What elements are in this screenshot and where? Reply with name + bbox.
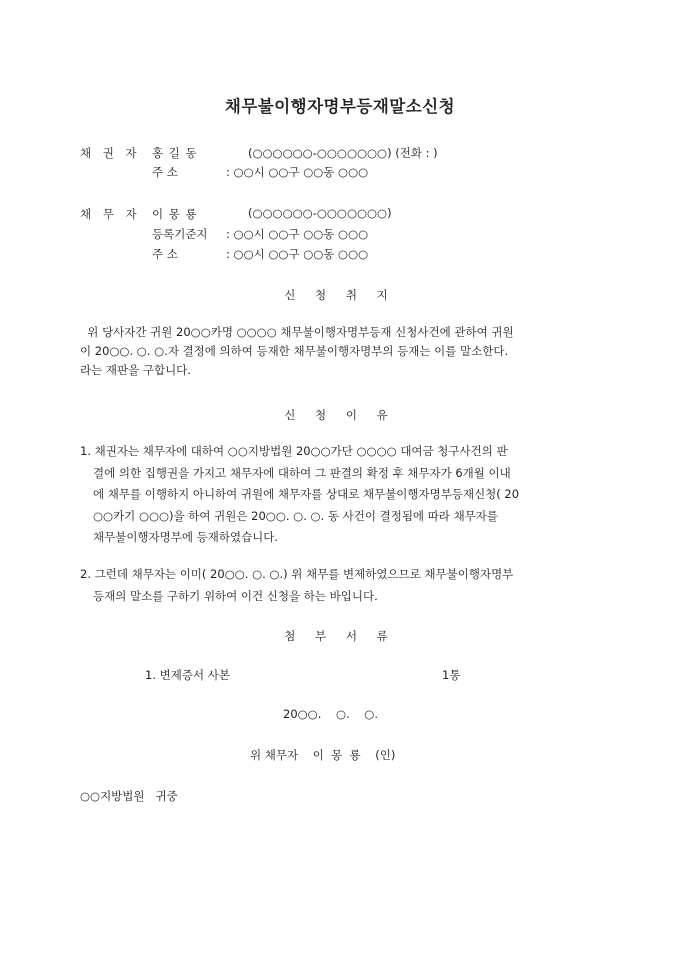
- reason-line: 2. 그런데 채무자는 이미( 20○○. ○. ○.) 위 채무를 변제하였으므로 채무불이행자명부: [80, 567, 514, 581]
- purpose-line: 위 당사자간 귀원 20○○카명 ○○○○ 채무불이행자명부등재 신청사건에 관하여 귀원: [80, 325, 514, 339]
- attachment-heading: 첨 부 서 류: [284, 629, 396, 643]
- reason-line: 결에 의한 집행권을 가지고 채무자에 대하여 그 판결의 확정 후 채무자가 6개월 이내: [93, 465, 511, 480]
- debtor-name: 이 몽 룡: [152, 207, 198, 221]
- debtor-registry: : ○○시 ○○구 ○○동 ○○○: [226, 227, 369, 241]
- creditor-label: 채 권 자: [80, 146, 141, 160]
- creditor-id-phone: (○○○○○○-○○○○○○○) (전화 : ): [248, 146, 438, 160]
- debtor-address: : ○○시 ○○구 ○○동 ○○○: [226, 247, 369, 261]
- reason-item-2: [80, 564, 602, 607]
- reason-line: ○○카기 ○○○)을 하여 귀원은 20○○. ○. ○. 동 사건이 결정됨에 따라 채무자를: [93, 508, 499, 523]
- debtor-signature: 위 채무자 이 몽 룡 (인): [250, 748, 396, 762]
- reason-line: 에 채무를 이행하지 아니하여 귀원에 채무자를 상대로 채무불이행자명부등재신청( 20: [93, 487, 520, 501]
- reason-item-1: [80, 441, 602, 549]
- debtor-id: (○○○○○○-○○○○○○○): [248, 206, 392, 220]
- creditor-address-label: 주 소: [152, 165, 178, 179]
- document-title: 채무불이행자명부등재말소신청: [224, 97, 456, 116]
- reason-line: 등재의 말소를 구하기 위하여 이건 신청을 하는 바입니다.: [93, 588, 378, 603]
- purpose-heading: 신 청 취 지: [284, 288, 396, 302]
- debtor-label: 채 무 자: [80, 207, 141, 221]
- court-addressee: ○○지방법원 귀중: [80, 789, 178, 803]
- purpose-line: 라는 재판을 구합니다.: [80, 363, 191, 377]
- reason-line: 1. 채권자는 채무자에 대하여 ○○지방법원 20○○가단 ○○○○ 대여금 청구사건의 판: [80, 444, 508, 458]
- filing-date: 20○○. ○. ○.: [283, 707, 378, 721]
- attachment-count: 1통: [442, 668, 461, 682]
- creditor-address: : ○○시 ○○구 ○○동 ○○○: [226, 165, 369, 179]
- creditor-name: 홍 길 동: [152, 146, 198, 160]
- attachment-name: 1. 변제증서 사본: [145, 668, 230, 682]
- reason-line: 채무불이행자명부에 등재하였습니다.: [93, 530, 279, 544]
- reason-heading: 신 청 이 유: [284, 408, 396, 422]
- purpose-paragraph: [80, 323, 602, 380]
- debtor-address-label: 주 소: [152, 247, 178, 261]
- debtor-registry-label: 등록기준지: [152, 227, 208, 241]
- purpose-line: 이 20○○. ○. ○.자 결정에 의하여 등재한 채무불이행자명부의 등재는 이를 말소한다.: [80, 344, 509, 358]
